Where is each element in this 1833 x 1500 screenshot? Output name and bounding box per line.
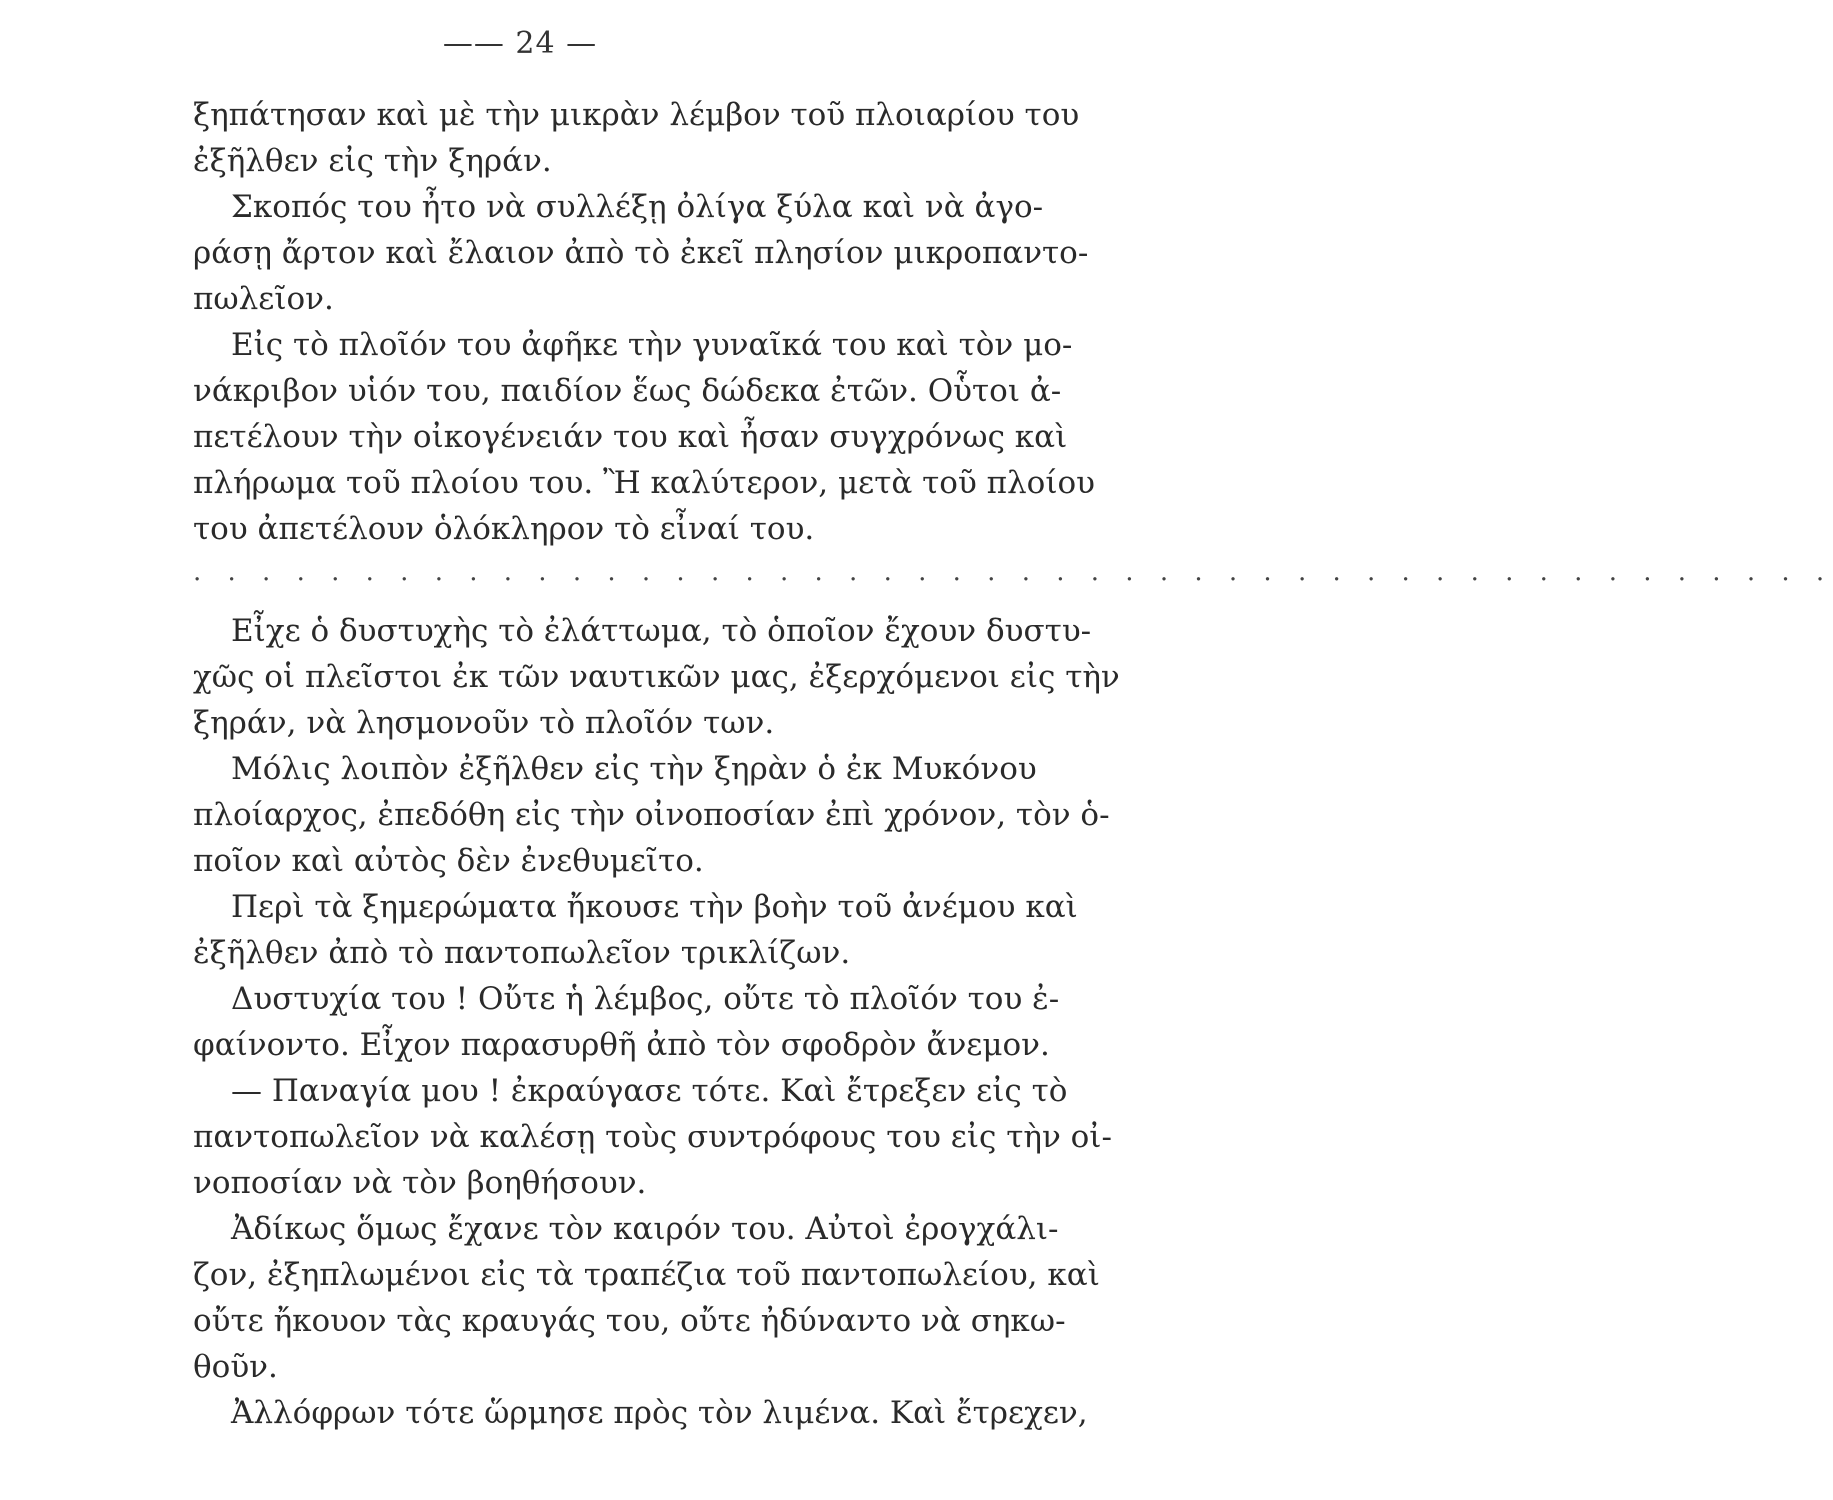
text-line: Περὶ τὰ ξημερώματα ἤκουσε τὴν βοὴν τοῦ ἀνέμου καὶ bbox=[231, 889, 1078, 925]
body-text bbox=[193, 92, 1833, 1436]
text-line: — Παναγία μου ! ἐκραύγασε τότε. Καὶ ἔτρεξεν εἰς τὸ bbox=[231, 1073, 1068, 1109]
text-line: του ἀπετέλουν ὁλόκληρον τὸ εἶναί του. bbox=[193, 511, 815, 547]
section-separator: . . . . . . . . . . . . . . . . . . . . . . . . . . . . . . . . . . . . . . . . . . . . . . . . bbox=[193, 557, 1833, 587]
text-line: νοποσίαν νὰ τὸν βοηθήσουν. bbox=[193, 1165, 647, 1201]
text-line: πλοίαρχος, ἐπεδόθη εἰς τὴν οἰνοποσίαν ἐπὶ χρόνον, τὸν ὁ- bbox=[193, 797, 1110, 833]
text-line: Μόλις λοιπὸν ἐξῆλθεν εἰς τὴν ξηρὰν ὁ ἐκ Μυκόνου bbox=[231, 751, 1037, 787]
text-line: φαίνοντο. Εἶχον παρασυρθῆ ἀπὸ τὸν σφοδρὸν ἄνεμον. bbox=[193, 1027, 1050, 1063]
text-line: Ἀδίκως ὅμως ἔχανε τὸν καιρόν του. Αὐτοὶ ἐρογχάλι- bbox=[231, 1211, 1059, 1247]
text-line: παντοπωλεῖον νὰ καλέσῃ τοὺς συντρόφους του εἰς τὴν οἰ- bbox=[193, 1119, 1112, 1155]
text-line: πλήρωμα τοῦ πλοίου του. Ἢ καλύτερον, μετὰ τοῦ πλοίου bbox=[193, 465, 1095, 501]
text-line: χῶς οἱ πλεῖστοι ἐκ τῶν ναυτικῶν μας, ἐξερχόμενοι εἰς τὴν bbox=[193, 659, 1120, 695]
text-line: θοῦν. bbox=[193, 1349, 278, 1385]
text-line: νάκριβον υἱόν του, παιδίον ἕως δώδεκα ἐτῶν. Οὗτοι ἀ- bbox=[193, 373, 1062, 409]
text-line: ζον, ἐξηπλωμένοι εἰς τὰ τραπέζια τοῦ παντοπωλείου, καὶ bbox=[193, 1257, 1100, 1293]
text-line: οὔτε ἤκουον τὰς κραυγάς του, οὔτε ἠδύναντο νὰ σηκω- bbox=[193, 1303, 1066, 1339]
text-line: Σκοπός του ἦτο νὰ συλλέξῃ ὀλίγα ξύλα καὶ νὰ ἀγο- bbox=[231, 189, 1044, 225]
text-line: ράσῃ ἄρτον καὶ ἔλαιον ἀπὸ τὸ ἐκεῖ πλησίον μικροπαντο- bbox=[193, 235, 1089, 271]
page-number: —— 24 — bbox=[442, 26, 598, 61]
text-line: ἐξῆλθεν εἰς τὴν ξηράν. bbox=[193, 143, 552, 179]
text-line: ποῖον καὶ αὐτὸς δὲν ἐνεθυμεῖτο. bbox=[193, 843, 704, 879]
text-line: ξηράν, νὰ λησμονοῦν τὸ πλοῖόν των. bbox=[193, 705, 775, 741]
text-line: πωλεῖον. bbox=[193, 281, 334, 317]
text-line: πετέλουν τὴν οἰκογένειάν του καὶ ἦσαν συγχρόνως καὶ bbox=[193, 419, 1068, 455]
text-line: Εἶχε ὁ δυστυχὴς τὸ ἐλάττωμα, τὸ ὁποῖον ἔχουν δυστυ- bbox=[231, 613, 1092, 649]
text-line: ξηπάτησαν καὶ μὲ τὴν μικρὰν λέμβον τοῦ πλοιαρίου του bbox=[193, 97, 1080, 133]
text-line: Εἰς τὸ πλοῖόν του ἀφῆκε τὴν γυναῖκά του καὶ τὸν μο- bbox=[231, 327, 1073, 363]
text-line: Δυστυχία του ! Οὔτε ἡ λέμβος, οὔτε τὸ πλοῖόν του ἐ- bbox=[231, 981, 1060, 1017]
text-line: Ἀλλόφρων τότε ὥρμησε πρὸς τὸν λιμένα. Καὶ ἔτρεχεν, bbox=[231, 1395, 1088, 1431]
text-line: ἐξῆλθεν ἀπὸ τὸ παντοπωλεῖον τρικλίζων. bbox=[193, 935, 851, 971]
